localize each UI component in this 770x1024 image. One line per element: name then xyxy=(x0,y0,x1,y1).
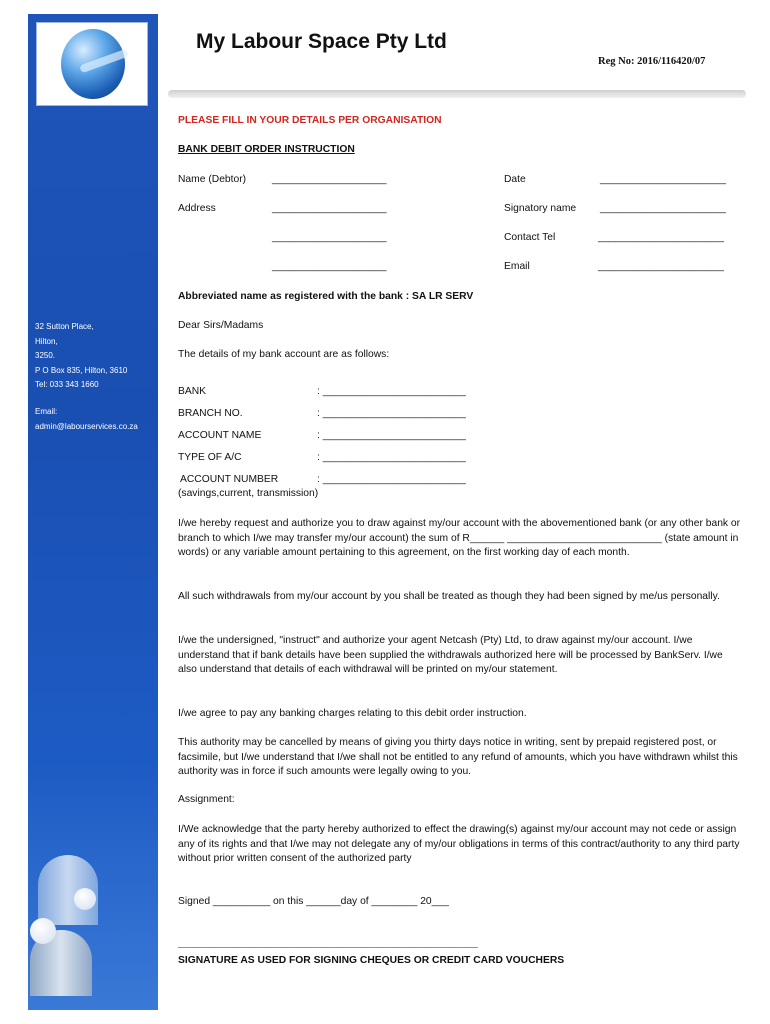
contact-field[interactable]: ______________________ xyxy=(598,232,724,243)
withdrawals-paragraph: All such withdrawals from my/our account by you shall be treated as though they had been signed by me/us personally. xyxy=(178,591,720,602)
account-name-field[interactable]: : _________________________ xyxy=(317,430,466,441)
account-name-label: ACCOUNT NAME xyxy=(178,430,262,441)
address-line: P O Box 835, Hilton, 3610 xyxy=(35,365,128,375)
globe-icon xyxy=(61,29,125,99)
date-field[interactable]: ______________________ xyxy=(600,174,726,185)
email-field-label: Email xyxy=(504,261,530,272)
branch-field[interactable]: : _________________________ xyxy=(317,408,466,419)
contact-label: Contact Tel xyxy=(504,232,556,243)
details-intro: The details of my bank account are as follows: xyxy=(178,349,390,360)
netcash-paragraph: I/we the undersigned, "instruct" and authorize your agent Netcash (Pty) Ltd, to draw against my/our account. I/we understand that if bank details have been supplied the withdrawals authorized here will be processed by BankServ. I/we also understand that details of each withdrawal will be printed on my/our statement. xyxy=(178,635,723,676)
name-field[interactable]: ____________________ xyxy=(272,174,387,185)
address-field-3[interactable]: ____________________ xyxy=(272,261,387,272)
branch-label: BRANCH NO. xyxy=(178,408,243,419)
account-type-field[interactable]: : _________________________ xyxy=(317,452,466,463)
registration-number: Reg No: 2016/116420/07 xyxy=(598,56,706,67)
address-field-1[interactable]: ____________________ xyxy=(272,203,387,214)
decorative-dot xyxy=(30,918,56,944)
abbreviated-name: Abbreviated name as registered with the bank : SA LR SERV xyxy=(178,291,474,302)
address-field-2[interactable]: ____________________ xyxy=(272,232,387,243)
signature-caption: SIGNATURE AS USED FOR SIGNING CHEQUES OR CREDIT CARD VOUCHERS xyxy=(178,955,565,966)
account-number-field[interactable]: : _________________________ xyxy=(317,474,466,485)
company-email: admin@labourservices.co.za xyxy=(35,421,138,431)
bank-label: BANK xyxy=(178,386,207,397)
bank-field[interactable]: : _________________________ xyxy=(317,386,466,397)
form-title: BANK DEBIT ORDER INSTRUCTION xyxy=(178,144,355,155)
email-field[interactable]: ______________________ xyxy=(598,261,724,272)
account-number-label: ACCOUNT NUMBER xyxy=(180,474,279,485)
assignment-heading: Assignment: xyxy=(178,794,235,805)
address-line: 32 Sutton Place, xyxy=(35,322,94,331)
header-divider xyxy=(168,90,746,98)
authorization-paragraph: I/we hereby request and authorize you to draw against my/our account with the abovementioned bank (or any other bank or branch to which I/we may transfer my/our account) the sum of R______ ___________________________ (state amount in words) or any variable amount pertaining to this agreement, on the first working day of each month. xyxy=(178,518,741,559)
account-types-note: (savings,current, transmission) xyxy=(178,488,319,499)
sidebar xyxy=(28,14,158,1010)
email-label: Email: xyxy=(35,406,58,416)
signature-line[interactable]: _____________________________________________________________________________ xyxy=(178,941,478,948)
charges-paragraph: I/we agree to pay any banking charges relating to this debit order instruction. xyxy=(178,708,527,719)
assignment-paragraph: I/We acknowledge that the party hereby authorized to effect the drawing(s) against my/our account may not cede or assign any of its rights and that I/we may not delegate any of my/our obligations in terms of this contract/authority to any third party without prior written consent of the authorized party xyxy=(178,824,740,865)
signatory-label: Signatory name xyxy=(504,203,577,214)
instruction-heading: PLEASE FILL IN YOUR DETAILS PER ORGANISATION xyxy=(178,115,442,126)
address-line: Tel: 033 343 1660 xyxy=(35,380,99,390)
signatory-field[interactable]: ______________________ xyxy=(600,203,726,214)
company-name: My Labour Space Pty Ltd xyxy=(196,30,447,53)
signed-line[interactable]: Signed __________ on this ______day of ________ 20___ xyxy=(178,896,449,907)
date-label: Date xyxy=(504,174,526,185)
greeting: Dear Sirs/Madams xyxy=(178,320,264,331)
address-line: Hilton, xyxy=(35,336,58,346)
decorative-dot xyxy=(74,888,96,910)
address-line: 3250. xyxy=(35,351,56,361)
account-type-label: TYPE OF A/C xyxy=(178,452,242,463)
cancellation-paragraph: This authority may be cancelled by means of giving you thirty days notice in writing, sent by prepaid registered post, or facsimile, but I/we understand that I/we shall not be entitled to any refund of amounts, which you have withdrawn whilst this authority was in force if such amounts were legally owing to you. xyxy=(178,737,738,778)
address-label: Address xyxy=(178,203,216,214)
company-address xyxy=(35,320,160,434)
company-logo xyxy=(36,22,148,106)
name-label: Name (Debtor) xyxy=(178,174,247,185)
